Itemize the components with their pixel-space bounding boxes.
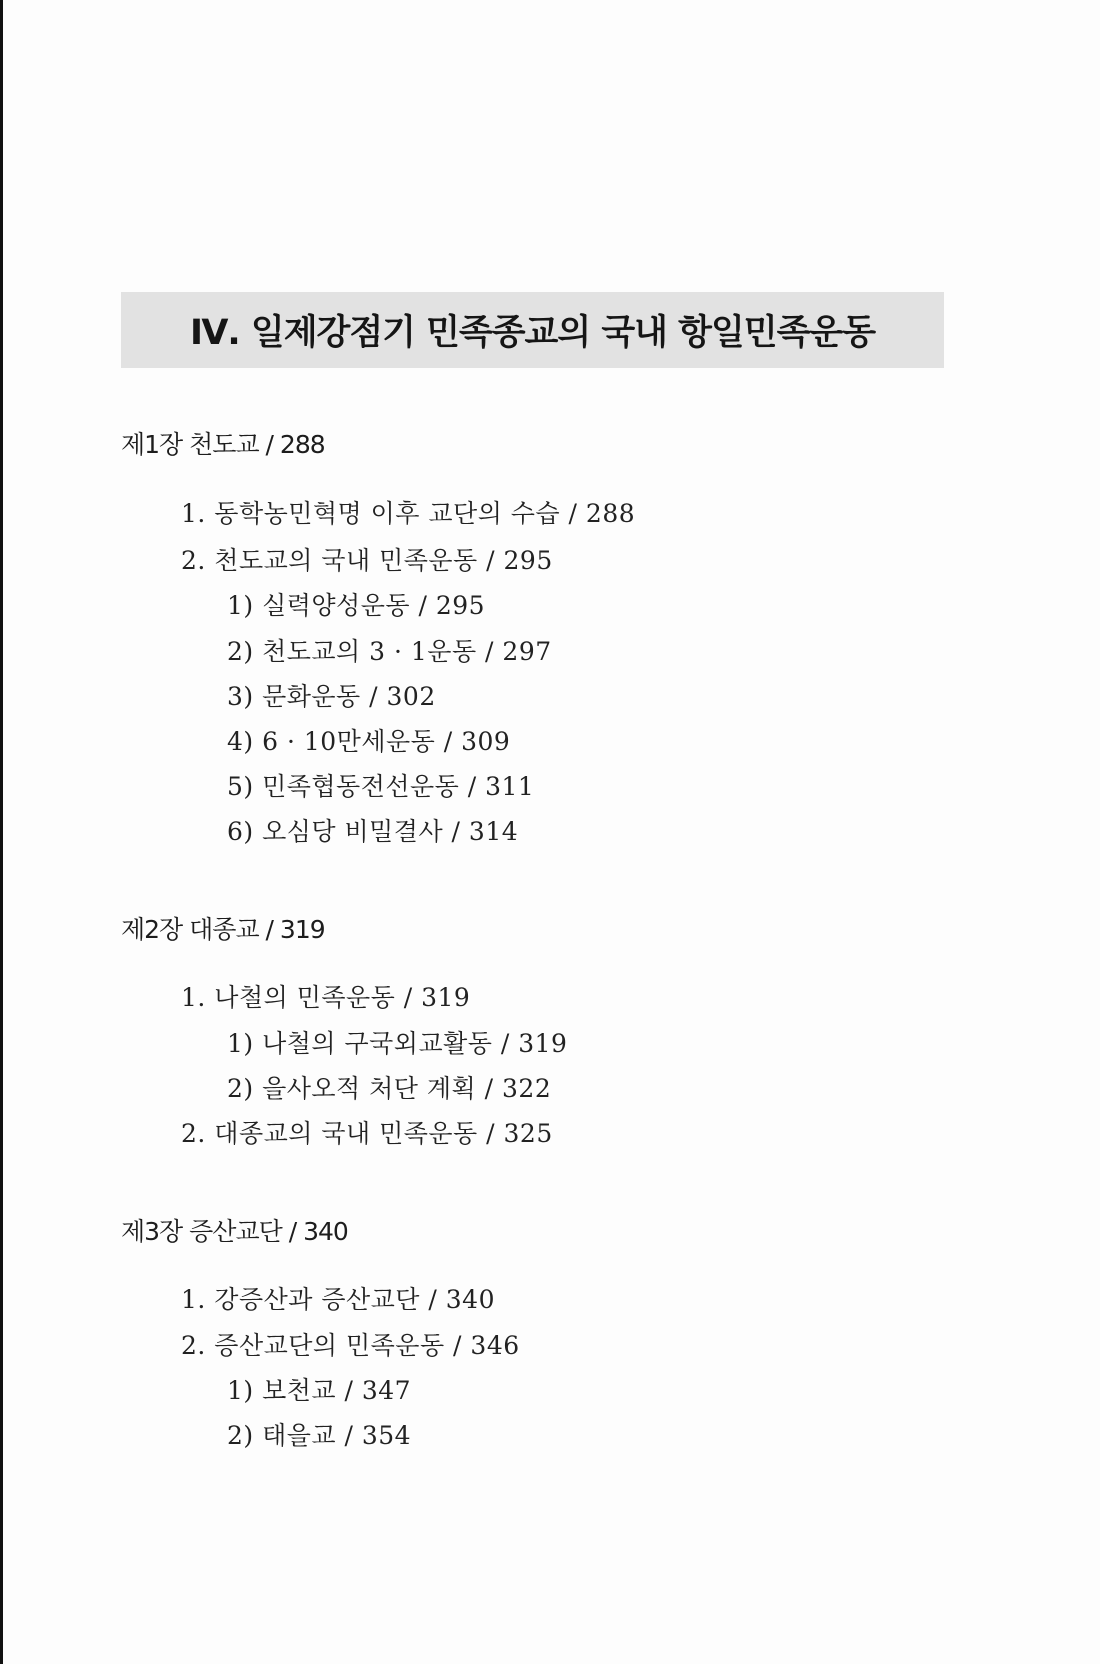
toc-subentry: 5) 민족협동전선운동 / 311 bbox=[227, 772, 535, 801]
chapter-3-heading: 제3장 증산교단 / 340 bbox=[121, 1217, 348, 1246]
toc-entry: 1. 강증산과 증산교단 / 340 bbox=[181, 1285, 495, 1314]
toc-subentry: 1) 실력양성운동 / 295 bbox=[227, 591, 486, 620]
toc-subentry: 6) 오심당 비밀결사 / 314 bbox=[227, 817, 519, 846]
toc-subentry: 1) 보천교 / 347 bbox=[227, 1376, 412, 1405]
page-edge bbox=[0, 0, 3, 1664]
toc-entry: 2. 대종교의 국내 민족운동 / 325 bbox=[181, 1119, 553, 1148]
toc-subentry: 3) 문화운동 / 302 bbox=[227, 682, 436, 711]
toc-subentry: 1) 나철의 구국외교활동 / 319 bbox=[227, 1029, 568, 1058]
toc-subentry: 2) 태을교 / 354 bbox=[227, 1421, 412, 1450]
toc-subentry: 2) 을사오적 처단 계획 / 322 bbox=[227, 1074, 552, 1103]
toc-subentry: 2) 천도교의 3 · 1운동 / 297 bbox=[227, 637, 552, 666]
toc-subentry: 4) 6 · 10만세운동 / 309 bbox=[227, 727, 511, 756]
toc-entry: 1. 동학농민혁명 이후 교단의 수습 / 288 bbox=[181, 499, 636, 528]
toc-entry: 2. 증산교단의 민족운동 / 346 bbox=[181, 1331, 520, 1360]
chapter-1-heading: 제1장 천도교 / 288 bbox=[121, 430, 325, 459]
toc-entry: 2. 천도교의 국내 민족운동 / 295 bbox=[181, 546, 553, 575]
chapter-2-heading: 제2장 대종교 / 319 bbox=[121, 915, 325, 944]
part-banner bbox=[121, 292, 944, 368]
part-title: Ⅳ. 일제강점기 민족종교의 국내 항일민족운동 bbox=[189, 313, 876, 353]
toc-entry: 1. 나철의 민족운동 / 319 bbox=[181, 983, 471, 1012]
